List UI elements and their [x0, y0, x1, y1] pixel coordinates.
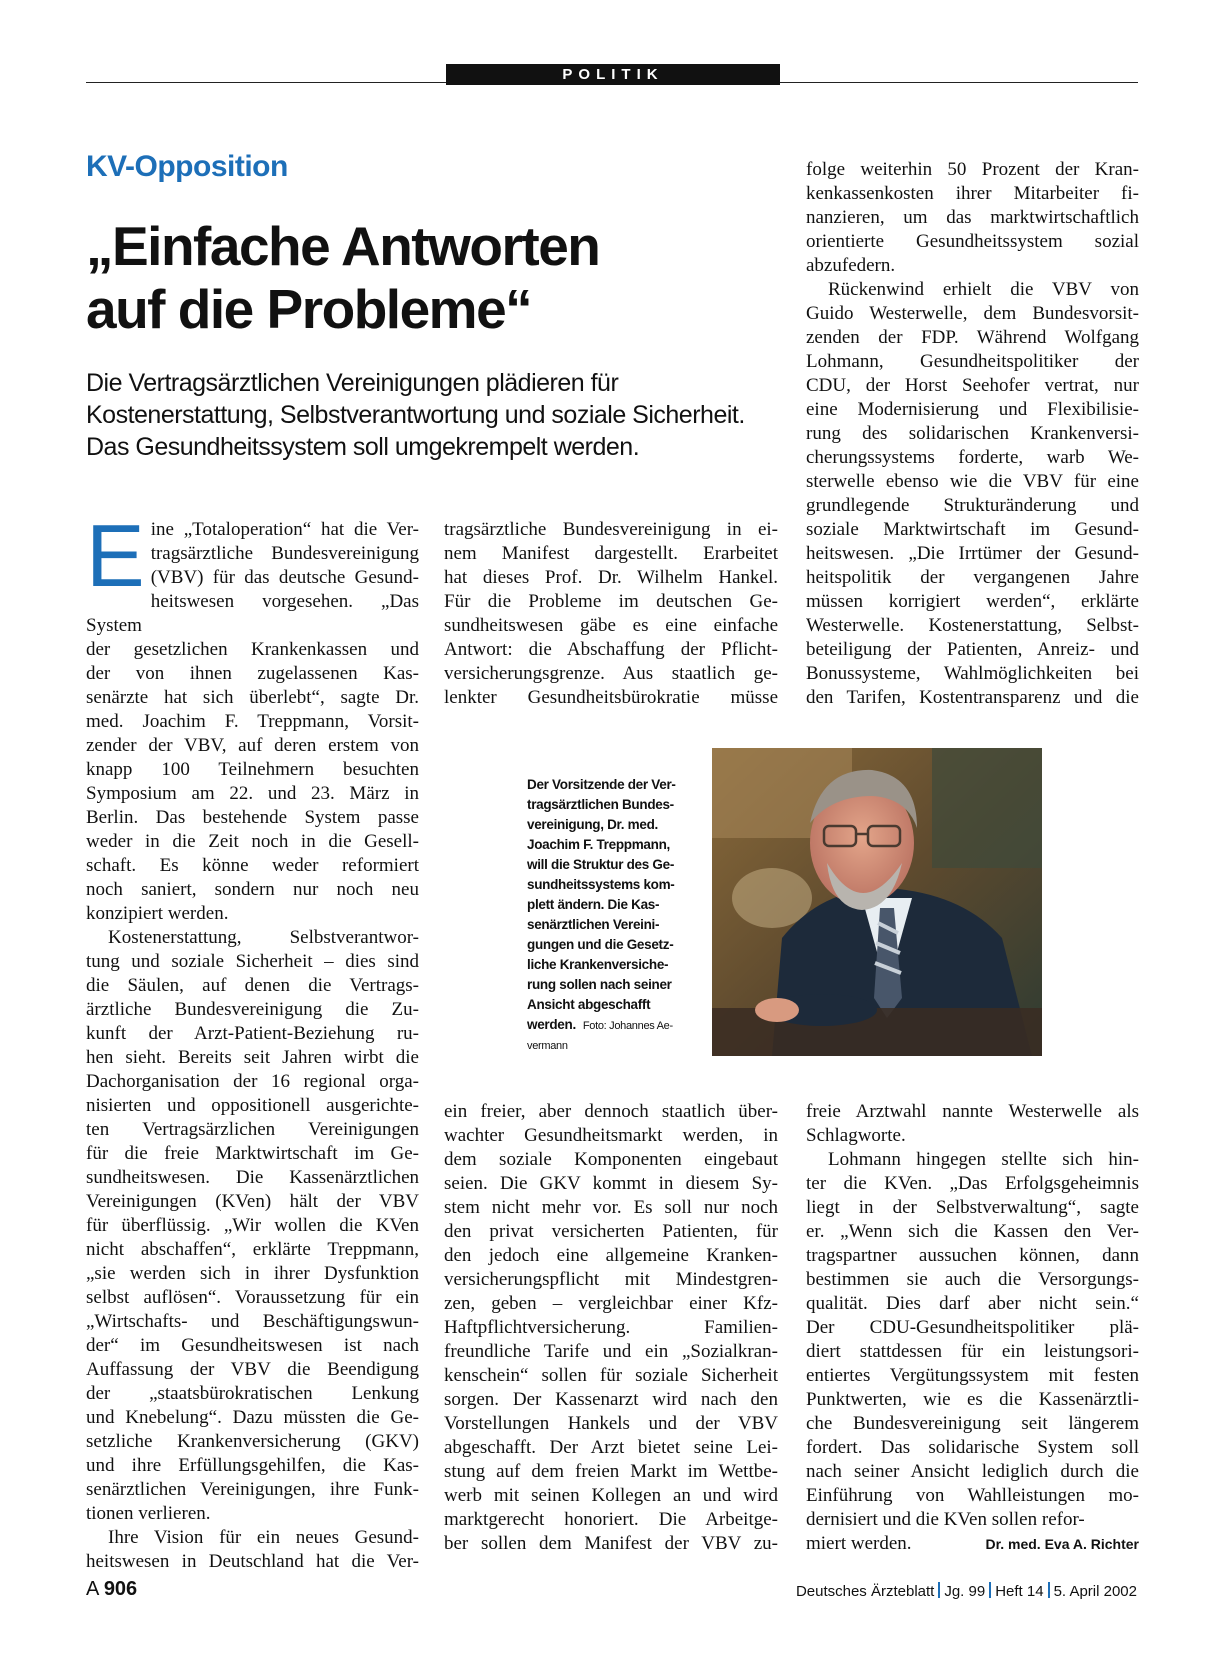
paragraph [806, 1148, 1139, 1532]
text-line: senärzte hat sich überlebt“, sagte Dr. [86, 687, 419, 708]
text-line: versicherungspflicht mit Mindestgren- [444, 1269, 778, 1290]
text-line: grundlegende Strukturänderung und [806, 495, 1139, 516]
text-line: kunft der Arzt-Patient-Beziehung ru- [86, 1023, 419, 1044]
journal-footer [796, 1582, 1137, 1600]
text-line: versicherungsgrenze. Aus staatlich ge- [444, 663, 778, 684]
text-line: weder in die Zeit noch in die Gesell- [86, 831, 419, 852]
text-line: konzipiert werden. [86, 903, 229, 924]
text-line: soziale Marktwirtschaft im Gesund- [806, 519, 1139, 540]
text-line: tragsärztliche Bundesvereinigung [150, 543, 419, 564]
text-line: gungen und die Gesetz- [527, 937, 674, 952]
paragraph [86, 1526, 419, 1574]
text-line: abzufedern. [806, 255, 896, 276]
text-line: nach seiner Ansicht lediglich durch die [806, 1461, 1139, 1482]
paragraph [806, 1100, 1139, 1148]
text-line: der“ im Gesundheitswesen ist nach [86, 1335, 419, 1356]
text-line: Kostenerstattung, Selbstverantwor- [108, 927, 419, 948]
text-line: setzliche Krankenversicherung (GKV) [86, 1431, 419, 1452]
text-line: kenkassenkosten ihrer Mitarbeiter fi- [806, 183, 1139, 204]
body-column-3-top [806, 158, 1139, 710]
text-line: liche Krankenversiche- [527, 957, 669, 972]
page-number-value: 906 [103, 1578, 138, 1600]
text-line: marktgerecht honoriert. Die Arbeitge- [444, 1509, 778, 1530]
text-line: er. „Wenn sich die Kassen den Ver- [806, 1221, 1139, 1242]
text-line: Schlagworte. [806, 1125, 906, 1146]
text-line: die Säulen, auf denen die Vertrags- [86, 975, 419, 996]
text-line: liegt in der Selbstverwaltung“, sagte [806, 1197, 1139, 1218]
text-line: Joachim F. Treppmann, [527, 837, 670, 852]
journal-date: 5. April 2002 [1053, 1583, 1137, 1600]
text-line: heitswesen vorgesehen. „Das System [86, 591, 419, 636]
separator [989, 1582, 991, 1598]
text-line: will die Struktur des Ge- [527, 857, 675, 872]
text-line: rung des solidarischen Krankenversi- [806, 423, 1139, 444]
text-line: sterwelle ebenso wie die VBV für eine [806, 471, 1139, 492]
text-line: kenschein“ sollen für soziale Sicherheit [444, 1365, 778, 1386]
text-line: freundliche Tarife und ein „Sozialkran- [444, 1341, 778, 1362]
text-line: orientierte Gesundheitssystem sozial [806, 231, 1139, 252]
text-line: abgeschafft. Der Arzt bietet seine Lei- [444, 1437, 778, 1458]
text-line: freie Arztwahl nannte Westerwelle als [806, 1101, 1139, 1122]
text-line: für die freie Marktwirtschaft im Ge- [86, 1143, 419, 1164]
lead-paragraph [86, 367, 786, 463]
text-line: Der Vorsitzende der Ver- [527, 777, 676, 792]
text-line: ten Vertragsärzlichen Vereinigungen [86, 1119, 419, 1140]
text-line: sundheitswesen. Die Kassenärztlichen [86, 1167, 419, 1188]
photo-credit-2: vermann [527, 1040, 568, 1052]
text-line: Ansicht abgeschafft [527, 997, 651, 1012]
text-line: Antwort: die Abschaffung der Pflicht- [444, 639, 778, 660]
text-line: der von ihnen zugelassenen Kas- [86, 663, 419, 684]
text-line: den Tarifen, Kostentransparenz und die [806, 687, 1139, 708]
text-line: den privat versicherten Patienten, für [444, 1221, 778, 1242]
page-prefix: A [86, 1578, 99, 1600]
text-line: med. Joachim F. Treppmann, Vorsit- [86, 711, 419, 732]
text-line: Guido Westerwelle, dem Bundesvorsit- [806, 303, 1139, 324]
lead-line: Die Vertragsärztlichen Vereinigungen plädieren für [86, 369, 619, 397]
text-line: müssen korrigiert werden“, erklärte [806, 591, 1139, 612]
text-line: Berlin. Das bestehende System passe [86, 807, 419, 828]
text-line: Lohmann hingegen stellte sich hin- [828, 1149, 1139, 1170]
text-line: Einführung von Wahlleistungen mo- [806, 1485, 1139, 1506]
text-line: bestimmen sie auch die Versorgungs- [806, 1269, 1139, 1290]
text-line: Auffassung der VBV die Beendigung [86, 1359, 419, 1380]
section-label: POLITIK [446, 64, 780, 85]
text-line: ärztliche Bundesvereinigung die Zu- [86, 999, 419, 1020]
text-line: wachter Gesundheitsmarkt werden, in [444, 1125, 778, 1146]
text-line: Der CDU-Gesundheitspolitiker plä- [806, 1317, 1139, 1338]
text-line: Ihre Vision für ein neues Gesund- [108, 1527, 419, 1548]
text-line: nanzieren, um das marktwirtschaftlich [806, 207, 1139, 228]
photo-caption [527, 775, 707, 1056]
text-line: ein freier, aber dennoch staatlich über- [444, 1101, 778, 1122]
text-line: ter die KVen. „Das Erfolgsgeheimnis [806, 1173, 1139, 1194]
body-column-1 [86, 506, 419, 1574]
headline-line: „Einfache Antworten [86, 215, 600, 277]
text-line: der „staatsbürokratischen Lenkung [86, 1383, 419, 1404]
text-line: der gesetzlichen Krankenkassen und [86, 639, 419, 660]
caption-text: werden. [527, 1017, 576, 1032]
text-line: Lohmann, Gesundheitspolitiker der [806, 351, 1139, 372]
text-line: diert stattdessen für ein leistungsori- [806, 1341, 1139, 1362]
text-line: rung sollen nach seiner [527, 977, 672, 992]
journal-name: Deutsches Ärzteblatt [795, 1583, 935, 1600]
text-line: stung auf dem freien Markt im Wettbe- [444, 1461, 778, 1482]
text-line: und Knebelung“. Dazu müssten die Ge- [86, 1407, 419, 1428]
text-line: zen, geben – vergleichbar einer Kfz- [444, 1293, 778, 1314]
text-line: tung und soziale Sicherheit – dies sind [86, 951, 419, 972]
text-line: qualität. Dies darf aber nicht sein.“ [806, 1293, 1139, 1314]
text-line: für überflüssig. „Wir wollen die KVen [86, 1215, 419, 1236]
text-line: CDU, der Horst Seehofer vertrat, nur [806, 375, 1139, 396]
separator [938, 1582, 940, 1598]
text-line: hat dieses Prof. Dr. Wilhelm Hankel. [444, 567, 778, 588]
text-line: knapp 100 Teilnehmern besuchten [86, 759, 419, 780]
text-line: lenkter Gesundheitsbürokratie müsse [444, 687, 778, 708]
paragraph [806, 278, 1139, 710]
text-line: noch saniert, sondern nur noch neu [86, 879, 419, 900]
text-line: beteiligung der Patienten, Anreiz- und [806, 639, 1139, 660]
text-line: nicht abschaffen“, erklärte Treppmann, [86, 1239, 419, 1260]
text-line: eine Modernisierung und Flexibilisie- [806, 399, 1139, 420]
text-line: den jedoch eine allgemeine Kranken- [444, 1245, 778, 1266]
text-line: tragsärztliche Bundesvereinigung in ei- [444, 519, 778, 540]
text-line: folge weiterhin 50 Prozent der Kran- [806, 159, 1139, 180]
caption-last-line [527, 1015, 707, 1036]
text-line: senärztlichen Vereinigungen, ihre Funk- [86, 1479, 419, 1500]
body-column-2-top [444, 518, 778, 710]
lead-line: Kostenerstattung, Selbstverantwortung und soziale Sicherheit. [86, 401, 745, 429]
closing-text: miert werden. [806, 1533, 912, 1554]
text-line: tragsärztlichen Bundes- [527, 797, 674, 812]
text-line: nisierten und oppositionell ausgerichte- [86, 1095, 419, 1116]
author-byline: Dr. med. Eva A. Richter [985, 1536, 1139, 1552]
drop-cap: E [86, 506, 145, 605]
text-line: heitspolitik der vergangenen Jahre [806, 567, 1139, 588]
text-line: Bonussysteme, Wahlmöglichkeiten bei [806, 663, 1139, 684]
text-line: entiertes Vergütungssystem mit festen [806, 1365, 1139, 1386]
text-line: und ihre Erfüllungsgehilfen, die Kas- [86, 1455, 419, 1476]
text-line: heitswesen in Deutschland hat die Ver- [86, 1551, 419, 1572]
paragraph [86, 926, 419, 1526]
text-line: tionen verlieren. [86, 1503, 211, 1524]
text-line: plett ändern. Die Kas- [527, 897, 660, 912]
text-line: Rückenwind erhielt die VBV von [828, 279, 1139, 300]
text-line: seien. Die GKV kommt in diesem Sy- [444, 1173, 778, 1194]
paragraph [806, 158, 1139, 278]
headline [86, 215, 786, 341]
text-line: cherungssystems forderte, warb We- [806, 447, 1139, 468]
text-line: tragspartner aussuchen können, dann [806, 1245, 1139, 1266]
journal-volume: Jg. 99 [944, 1583, 986, 1600]
text-line: Punktwerten, wie es die Kassenärztli- [806, 1389, 1139, 1410]
text-line: werb mit seinen Kollegen an und wird [444, 1485, 778, 1506]
photo-credit: Foto: Johannes Ae- [582, 1020, 673, 1032]
text-line: ine „Totaloperation“ hat die Ver- [150, 519, 419, 540]
text-line: Für die Probleme im deutschen Ge- [444, 591, 778, 612]
text-line: stem nicht mehr vor. Es soll nur noch [444, 1197, 778, 1218]
text-line: Symposium am 22. und 23. März in [86, 783, 419, 804]
lead-line: Das Gesundheitssystem soll umgekrempelt werden. [86, 433, 640, 461]
text-line: Vorstellungen Hankels und der VBV [444, 1413, 778, 1434]
kicker: KV-Opposition [86, 150, 288, 183]
text-line: zender der VBV, auf deren erstem von [86, 735, 419, 756]
text-line: che Bundesvereinigung seit längerem [806, 1413, 1139, 1434]
text-line: zenden der FDP. Während Wolfgang [806, 327, 1139, 348]
text-line: (VBV) für das deutsche Gesund- [150, 567, 419, 588]
text-line: senärztlichen Vereini- [527, 917, 660, 932]
journal-issue: Heft 14 [995, 1583, 1044, 1600]
text-line: sundheitswesen gäbe es eine einfache [444, 615, 778, 636]
paragraph [444, 518, 778, 710]
paragraph [86, 506, 419, 926]
text-line: vereinigung, Dr. med. [527, 817, 658, 832]
paragraph [444, 1100, 778, 1556]
text-line: „sie werden sich in ihrer Dysfunktion [86, 1263, 419, 1284]
text-line: Dachorganisation der 16 regional orga- [86, 1071, 419, 1092]
text-line: Westerwelle. Kostenerstattung, Selbst- [806, 615, 1139, 636]
body-column-2-bottom [444, 1100, 778, 1556]
text-line: sorgen. Der Kassenarzt wird nach den [444, 1389, 778, 1410]
text-line: sundheitssystems kom- [527, 877, 675, 892]
text-line: selbst auflösen“. Voraussetzung für ein [86, 1287, 419, 1308]
text-line: ber sollen dem Manifest der VBV zu- [444, 1533, 778, 1554]
text-line: dernisiert und die KVen sollen refor- [806, 1509, 1085, 1530]
text-line: hen sieht. Bereits seit Jahren wirbt die [86, 1047, 419, 1068]
caption-lines [527, 775, 707, 1015]
portrait-photo [712, 748, 1042, 1056]
text-line: heitswesen. „Die Irrtümer der Gesund- [806, 543, 1139, 564]
text-line: fordert. Das solidarische System soll [806, 1437, 1139, 1458]
text-line: Vereinigungen (KVen) hält der VBV [86, 1191, 419, 1212]
text-line: Haftpflichtversicherung. Familien- [444, 1317, 778, 1338]
separator [1048, 1582, 1050, 1598]
headline-line: auf die Probleme“ [86, 278, 532, 340]
body-column-3-bottom [806, 1100, 1139, 1556]
closing-line [806, 1532, 1139, 1556]
text-line: nem Manifest dargestellt. Erarbeitet [444, 543, 778, 564]
text-line: schaft. Es könne weder reformiert [86, 855, 419, 876]
text-line: dem soziale Komponenten eingebaut [444, 1149, 778, 1170]
page-number [86, 1578, 137, 1601]
text-line: „Wirtschafts- und Beschäftigungswun- [86, 1311, 419, 1332]
